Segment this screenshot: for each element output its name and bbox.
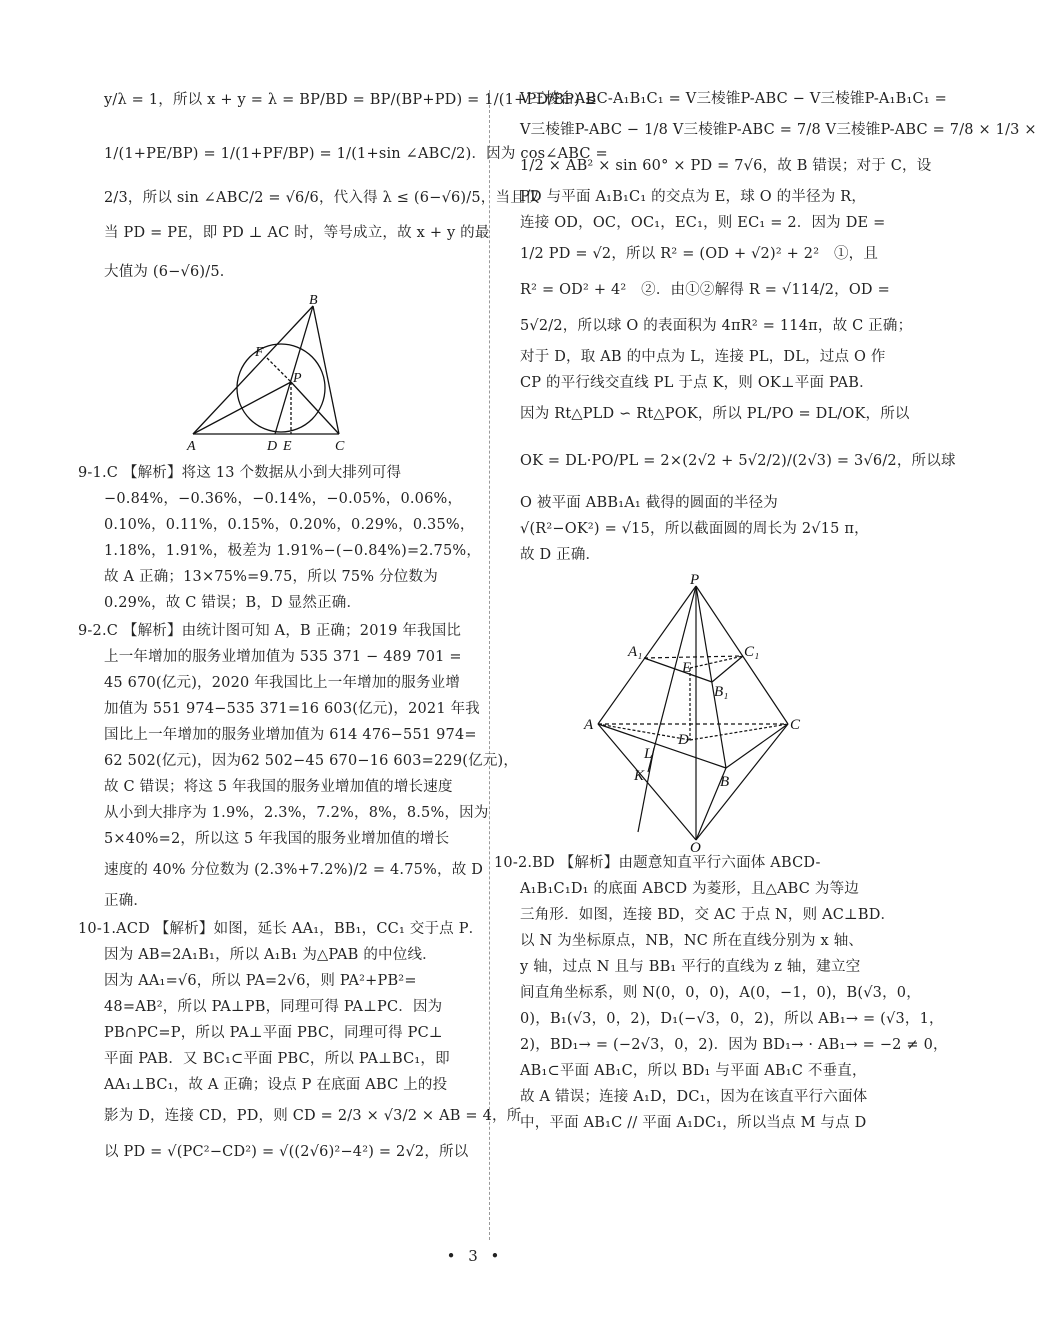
label-L: L bbox=[644, 746, 653, 762]
text-line: V三棱台ABC-A₁B₁C₁ = V三棱锥P-ABC − V三棱锥P-A₁B₁C₁ = bbox=[520, 91, 947, 107]
frustum-sphere-figure bbox=[578, 572, 818, 856]
text-line: CP 的平行线交直线 PL 于点 K，则 OK⊥平面 PAB． bbox=[520, 375, 874, 391]
text-line: 45 670(亿元)，2020 年我国比上一年增加的服务业增 bbox=[104, 675, 461, 691]
label-C1: C₁ bbox=[744, 644, 760, 660]
text-line: R² = OD² + 4² ②．由①②解得 R = √114/2，OD = bbox=[520, 282, 890, 298]
text-line: 国比上一年增加的服务业增加值为 614 476−551 974= bbox=[104, 727, 477, 743]
label-O: O bbox=[690, 840, 701, 856]
label-K: K bbox=[634, 768, 645, 784]
left-column bbox=[78, 82, 608, 1170]
text-line: 62 502(亿元)，因为62 502−45 670−16 603=229(亿元)， bbox=[104, 753, 519, 769]
text-line: 因为 AB=2A₁B₁，所以 A₁B₁ 为△PAB 的中位线． bbox=[104, 947, 437, 963]
label-A1: A₁ bbox=[628, 644, 643, 660]
text-line: 正确． bbox=[104, 893, 149, 909]
text-line: 大值为 (6−√6)/5． bbox=[104, 264, 235, 280]
text-line: 平面 PAB．又 BC₁⊂平面 PBC，所以 PA⊥BC₁，即 bbox=[104, 1051, 450, 1067]
label-C: C bbox=[335, 439, 345, 454]
text-line: 0.10%，0.11%，0.15%，0.20%，0.29%，0.35%， bbox=[104, 517, 475, 533]
label-P: P bbox=[293, 371, 302, 386]
text-line: OK = DL·PO/PL = 2×(2√2 + 5√2/2)/(2√3) = 3√6/2，所以球 bbox=[520, 453, 956, 469]
text-line: √(R²−OK²) = √15，所以截面圆的周长为 2√15 π， bbox=[520, 521, 869, 537]
text-line: 对于 D，取 AB 的中点为 L，连接 PL，DL，过点 O 作 bbox=[520, 349, 886, 365]
text-line: 连接 OD，OC，OC₁，EC₁，则 EC₁ = 2．因为 DE = bbox=[520, 215, 886, 231]
text-line: 5×40%=2，所以这 5 年我国的服务业增加值的增长 bbox=[104, 831, 450, 847]
text-line: 故 A 正确；13×75%=9.75，所以 75% 分位数为 bbox=[104, 569, 438, 585]
text-line: 以 N 为坐标原点，NB，NC 所在直线分别为 x 轴、 bbox=[520, 933, 864, 949]
text-line: −0.84%，−0.36%，−0.14%，−0.05%，0.06%， bbox=[104, 491, 463, 507]
text-line: AB₁⊂平面 AB₁C，所以 BD₁ 与平面 AB₁C 不垂直， bbox=[520, 1063, 867, 1079]
label-A: A bbox=[584, 717, 594, 733]
column-divider bbox=[489, 90, 490, 1240]
text-line: 速度的 40% 分位数为 (2.3%+7.2%)/2 = 4.75%，故 D bbox=[104, 862, 484, 878]
text-line: 1/2 PD = √2，所以 R² = (OD + √2)² + 2² ①，且 bbox=[520, 246, 879, 262]
label-P: P bbox=[690, 572, 700, 588]
triangle-incircle-figure bbox=[187, 293, 387, 456]
text-line: 影为 D，连接 CD，PD，则 CD = 2/3 × √3/2 × AB = 4，所 bbox=[104, 1108, 522, 1124]
text-line: 1/(1+PE/BP) = 1/(1+PF/BP) = 1/(1+sin ∠ABC/2)．因为 cos∠ABC = bbox=[104, 146, 608, 162]
label-E: E bbox=[283, 439, 292, 454]
label-E: E bbox=[682, 660, 692, 676]
text-line: 中，平面 AB₁C // 平面 A₁DC₁，所以当点 M 与点 D bbox=[520, 1115, 867, 1131]
text-line: 从小到大排序为 1.9%，2.3%，7.2%，8%，8.5%，因为 bbox=[104, 805, 489, 821]
label-D: D bbox=[678, 732, 689, 748]
label-B: B bbox=[720, 774, 730, 790]
text-line: 加值为 551 974−535 371=16 603(亿元)，2021 年我 bbox=[104, 701, 480, 717]
text-line: 间直角坐标系，则 N(0，0，0)，A(0，−1，0)，B(√3，0， bbox=[520, 985, 921, 1001]
text-line: 故 D 正确． bbox=[520, 547, 601, 563]
text-line: 当 PD = PE，即 PD ⊥ AC 时，等号成立，故 x + y 的最 bbox=[104, 225, 490, 241]
label-F: F bbox=[255, 345, 264, 360]
text-line: PD 与平面 A₁B₁C₁ 的交点为 E，球 O 的半径为 R， bbox=[520, 189, 867, 205]
label-A: A bbox=[187, 439, 196, 454]
text-line: O 被平面 ABB₁A₁ 截得的圆面的半径为 bbox=[520, 495, 778, 511]
text-line: PB∩PC=P，所以 PA⊥平面 PBC，同理可得 PC⊥ bbox=[104, 1025, 443, 1041]
text-line: 因为 Rt△PLD ∽ Rt△POK，所以 PL/PO = DL/OK，所以 bbox=[520, 406, 910, 422]
label-B1: B₁ bbox=[714, 684, 729, 700]
solution-9-1 bbox=[78, 460, 482, 616]
text-line: y/λ = 1，所以 x + y = λ = BP/BD = BP/(BP+PD) = 1/(1+PD/BP) ≤ bbox=[104, 92, 598, 108]
text-line: 48=AB²，所以 PA⊥PB，同理可得 PA⊥PC．因为 bbox=[104, 999, 443, 1015]
text-line: 因为 AA₁=√6，所以 PA=2√6，则 PA²+PB²= bbox=[104, 973, 417, 989]
text-line: 上一年增加的服务业增加值为 535 371 − 489 701 = bbox=[104, 649, 462, 665]
right-column bbox=[494, 82, 1037, 1136]
text-line: 9-2.C 【解析】由统计图可知 A，B 正确；2019 年我国比 bbox=[78, 623, 462, 639]
text-line: 2)，BD₁→ = (−2√3，0，2)．因为 BD₁→ · AB₁→ = −2 ≠ 0， bbox=[520, 1037, 948, 1053]
label-B: B bbox=[309, 293, 318, 308]
text-line: 9-1.C 【解析】将这 13 个数据从小到大排列可得 bbox=[78, 465, 402, 481]
text-line: A₁B₁C₁D₁ 的底面 ABCD 为菱形，且△ABC 为等边 bbox=[520, 881, 859, 897]
text-line: 1.18%，1.91%，极差为 1.91%−(−0.84%)=2.75%， bbox=[104, 543, 482, 559]
text-line: 10-2.BD 【解析】由题意知直平行六面体 ABCD- bbox=[494, 855, 821, 871]
solution-10-1 bbox=[78, 916, 522, 1170]
label-D: D bbox=[267, 439, 278, 454]
text-line: 2/3，所以 sin ∠ABC/2 = √6/6，代入得 λ ≤ (6−√6)/5，当且仅 bbox=[104, 190, 540, 206]
text-line: 故 A 错误；连接 A₁D，DC₁，因为在该直平行六面体 bbox=[520, 1089, 868, 1105]
text-line: 以 PD = √(PC²−CD²) = √((2√6)²−4²) = 2√2，所以 bbox=[104, 1144, 469, 1160]
text-line: 0.29%，故 C 错误；B，D 显然正确． bbox=[104, 595, 362, 611]
text-line: AA₁⊥BC₁，故 A 正确；设点 P 在底面 ABC 上的投 bbox=[104, 1077, 448, 1093]
text-line: 0)，B₁(√3，0，2)，D₁(−√3，0，2)，所以 AB₁→ = (√3，1， bbox=[520, 1011, 944, 1027]
text-line: y 轴，过点 N 且与 BB₁ 平行的直线为 z 轴，建立空 bbox=[520, 959, 861, 975]
page-number: • 3 • bbox=[446, 1247, 504, 1265]
text-line: 10-1.ACD 【解析】如图，延长 AA₁，BB₁，CC₁ 交于点 P． bbox=[78, 921, 484, 937]
text-line: 1/2 × AB² × sin 60° × PD = 7√6，故 B 错误；对于 C，设 bbox=[520, 158, 932, 174]
text-line: 故 C 错误；将这 5 年我国的服务业增加值的增长速度 bbox=[104, 779, 453, 795]
solution-9-2 bbox=[78, 618, 519, 914]
text-line: 5√2/2，所以球 O 的表面积为 4πR² = 114π，故 C 正确； bbox=[520, 318, 913, 334]
text-line: V三棱锥P-ABC − 1/8 V三棱锥P-ABC = 7/8 V三棱锥P-ABC = 7/8 × 1/3 × bbox=[520, 122, 1037, 138]
solution-10-2 bbox=[494, 850, 948, 1136]
text-line: 三角形．如图，连接 BD，交 AC 于点 N，则 AC⊥BD． bbox=[520, 907, 896, 923]
label-C: C bbox=[790, 717, 801, 733]
